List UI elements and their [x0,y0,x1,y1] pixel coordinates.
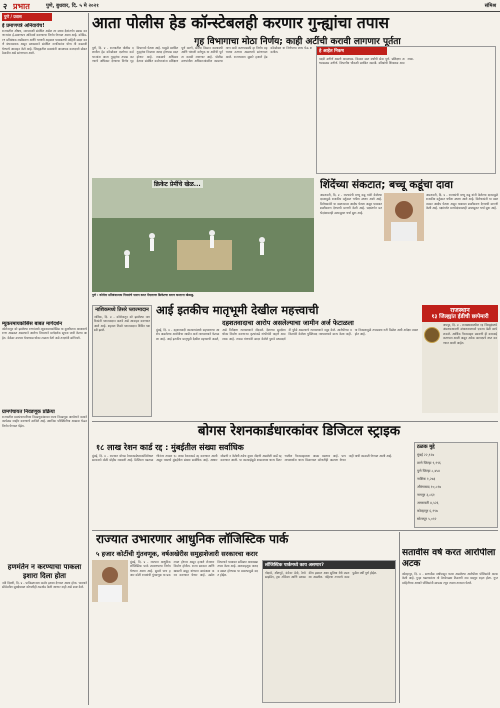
story-title: ग्रामपंचायत निवडणूक प्रक्रिया [2,409,55,415]
sidebar-title: नाशिकमध्ये तिसरे प्लाज्मादान [95,307,149,313]
bogus-subhead: १८ लाख रेशन कार्ड रद्द : मुंबईतील संख्या सर्वाधिक [96,443,244,452]
stat-item: मुंबई २२,९२७ [417,453,435,457]
bogus-stats-box [414,442,498,528]
logistics-body: मुंबई, दि. ४ - राज्यात आधुनिक लॉजिस्टिक पार्क उभारण्याचा निर्णय घेण्यात आला आहे. सुमारे पाच हजार कोटी रुपयांची गुंतवणूक या प्रकल्पात होणार असून हजारो रोजगार निर्माण होतील. राज्य सरकार आणि खासगी समूह यांच्यात सामंजस्य करार करण्यात येणार आहे. उद्योग विभागाने याबाबत सविस्तर आराखडा तयार केला आहे. मालवाहतूक जलद व स्वस्त होण्यास या प्रकल्पामुळे मदत होईल. [130,560,258,578]
logistics-box [262,560,396,703]
stat-item: सोलापूर ५,०१२ [417,517,437,521]
official-portrait [92,560,128,602]
section-rule [92,421,498,422]
column-divider [399,532,400,703]
language-subhead: दहशतवादाचा आरोप असलेल्याचा जामीन अर्ज फेटाळला [222,319,354,327]
arrest-headline: सतावीस वर्ष करत आरोपीला अटक [402,548,496,569]
logistics-photo [92,560,128,602]
logistics-box-title: लॉजिस्टिक पार्कमध्ये काय असणार? [263,561,395,569]
left-column [2,13,87,705]
story-title: ई प्रमाणपत्रे अनिवार्यच! [2,23,45,29]
shinde-portrait [384,193,424,241]
logistics-headline: राज्यात उभारणार आधुनिक लॉजिस्टिक पार्क [96,532,289,546]
rajasthan-title: १३ जिल्ह्यांत ईडीची छापेमारी [431,314,489,320]
lead-headline: आता पोलीस हेड कॉन्स्टेबलही करणार गुन्ह्यांचा तपास [92,14,390,32]
rajasthan-body: जयपूर, दि. ४ - राजस्थानमधील १३ जिल्ह्यांमध्ये अंमलबजावणी संचालनालयाने एकाच वेळी छापे टाकले. आर्थिक गैरव्यवहार प्रकरणी ही कारवाई करण्यात आली असून अनेक कागदपत्रे जप्त करण्यात आली आहेत. [443,323,497,345]
stats-list [415,451,497,523]
photo-caption: पुणे : कोरोना प्रतिबंधात्मक नियमांचे पालन करत मैदानावर क्रिकेटचा सराव करताना खेळाडू. [92,293,195,297]
column-divider [88,13,89,705]
section-name: संमिश्र [484,2,496,9]
inset-title: हे आहेत निकष [317,47,387,55]
cricket-photo [92,178,314,292]
shinde-body: अमरावती, दि. ४ - राज्यमंत्री बच्चू कडू यांनी केलेल्या दाव्यामुळे राजकीय वर्तुळात चर्चेला उधाण आले आहे. विरोधकांनी या वक्तव्यावर आक्षेप घेतला असून याबाबत स्पष्टीकरण देण्याची मागणी केली आहे. पक्षांतर्गत मतभेदांबाबतही उलटसुलट चर्चा सुरू आहे. [320,193,382,215]
story-body: कोरोनातून बरे झालेल्या रुग्णांमध्ये म्युकरमायकोसिस या बुरशीजन्य आजाराचे रुग्ण आढळत असल्याने आरोग्य विभागाने मार्गदर्शक सूचना जारी केल्या आहेत. वेळेवर उपचार घेतल्यास धोका टाळता येतो असे तज्ज्ञांनी सांगितले. [2,327,87,340]
ed-logo-icon [424,327,440,343]
section-rule [92,530,498,531]
bogus-body: मुंबई, दि. ४ - राज्यात बोगस रेशनकार्डधारकांविरोधात सरकारने मोठी मोहीम राबवली आहे. डिजिटल पडताळणीनंतर तब्बल १८ लाख रेशनकार्ड रद्द करण्यात आली असून यामध्ये मुंबईतील संख्या सर्वाधिक आहे. आधार जोडणी न केलेली तसेच दुबार नोंदणी असलेली कार्डे रद्द करण्यात आली. या कारवाईमुळे शासनाच्या धान्य वितरणातील गैरव्यवहाराला आळा बसणार आहे. पात्र लाभार्थ्यांना धान्य मिळण्यात कोणतीही अडचण येणार नाही याची काळजी घेण्यात आली आहे. [92,454,393,463]
story-body: राज्यातील ग्रामपंचायतींच्या निवडणुकांबाबत राज्य निवडणूक आयोगाने नव्याने कार्यक्रम जाहीर करण्याचे ठरविले आहे. स्थानिक परिस्थितीचा आढावा घेऊन निर्णय घेण्यात येईल. [2,415,87,428]
language-headline: आई इतकीच मातृभूमी देखील महत्त्वाची [156,303,319,317]
shinde-headline: शिंदेंच्या संकटात; बच्चू कडूंचा दावा [320,179,453,191]
nashik-sidebar [92,305,152,417]
stats-title: ठळक मुद्दे [417,444,435,450]
logistics-box-body: गोदामे, शीतगृहे, कंटेनर डेपो, रेल्वे साइडिंग, ट्रक टर्मिनल आणि प्रशासकीय इमारत अशा सुविधा येथे उपलब्ध असतील. पहिल्या टप्प्याचे काम पुढील वर्षी पूर्ण होईल. [265,571,378,580]
arrest-body: कोल्हापूर, दि. ४ - सत्तावीस वर्षांपासून फरार असलेल्या आरोपीला पोलिसांनी अटक केली आहे. गुन्हा घडल्यानंतर तो वेगवेगळ्या ठिकाणी नाव बदलून राहत होता. गुप्त माहितीच्या आधारे पोलिसांनी सापळा रचून त्याला ताब्यात घेतले. [402,572,498,585]
column-tag: पुणे / प्रवास [2,13,52,21]
cricket-photo-image [92,178,314,292]
language-body: मुंबई, दि. ४ - दहशतवादी कारवायांमध्ये सहभागाचा आरोप असलेल्या आरोपीचा जामीन अर्ज न्यायालयाने फेटाळला आहे. आई इतकीच मातृभूमी देखील महत्त्वाची असते, असे निरीक्षण न्यायालयाने नोंदवले. देशाच्या सुरक्षेला धोका निर्माण करणाऱ्या कृत्यांकडे गांभीर्याने पाहणे आवश्यक आहे. तपास यंत्रणांनी सादर केलेले पुरावे प्रथमदर्शनी पुरेसे असल्याचे न्यायालयाने नमूद केले. आरोपीच्या वकिलांनी केलेला युक्तिवाद न्यायालयाने मान्य केला नाही. या निकालामुळे तपासाला गती मिळेल अशी अपेक्षा व्यक्त होत आहे. [156,328,418,341]
rajasthan-kicker: राजस्थान [450,307,470,314]
stat-item: नाशिक १,२७३ [417,477,436,481]
story-body: राज्यातील औषध, व्यापाराशी संबंधित असेल तर सध्या देशांतर्गत प्रवास करणाऱ्यांना ई-प्रमाणपत्र अनिवार्य करण्याचा निर्णय घेण्यात आला आहे. कोविड-१९ प्रतिबंधक लसीकरण आणि चाचणी अहवाल याबाबतची माहिती सादर करणे बंधनकारक असून प्रशासनाने संबंधित नागरिकांना योग्य ती काळजी घेण्याचे आवाहन केले आहे. जिल्ह्यातील प्रवाशांनी आवश्यक कागदपत्रे सोबत ठेवावीत असे सांगण्यात आले. [2,29,87,56]
stat-item: ठाणे जिल्हा ९,१९६ [417,461,441,465]
page-number: २ [3,2,8,11]
stat-item: अमरावती ४,५२६ [417,501,439,505]
story-title: हणमंतेन न करण्याचा पाकला इशारा दिला होता [7,563,82,580]
stat-item: नागपूर ३,८६१ [417,493,435,497]
masthead [0,0,500,12]
photo-overlay-title: क्रिकेट प्रेमींचे खेळ... [154,181,201,188]
stat-item: पुणे जिल्हा ८,४५४ [417,469,440,473]
bogus-headline: बोगस रेशनकार्डधारकांवर डिजिटल स्ट्राइक [197,423,401,439]
stat-item: कोल्हापूर ६,१९७ [417,509,438,513]
rajasthan-box [422,305,498,413]
stat-item: औरंगाबाद १०,८१७ [417,485,441,489]
lead-inset [316,46,496,174]
sidebar-body: नाशिक, दि. ४ - कोरोनातून बरे झालेल्या नागरिकांनी प्लाज्मादान करावे असे आवाहन करण्यात आले आहे. शहरात तिसरे प्लाज्मादान शिबिर यशस्वी झाले. [94,315,150,333]
shinde-body-2: अमरावती, दि. ४ - राज्यमंत्री बच्चू कडू यांनी केलेल्या दाव्यामुळे राजकीय वर्तुळात चर्चेला उधाण आले आहे. विरोधकांनी या वक्तव्यावर आक्षेप घेतला असून याबाबत स्पष्टीकरण देण्याची मागणी केली आहे. पक्षांतर्गत मतभेदांबाबतही उलटसुलट चर्चा सुरू आहे. [426,193,498,211]
logo: प्रभात [13,2,30,11]
story-body: नवी दिल्ली, दि. ४ - पाकिस्तानला कठोर इशारा देण्यात आला होता. भारताने सीमेवरील सुरक्षेबाबत कोणतीही तडजोड केली जाणार नाही असे स्पष्ट केले. [2,581,87,590]
date-line: पुणे, बुधवार, दि. ५ मे २०२१ [46,2,99,9]
story-title: म्युकरमायकोसिस बाबत मार्गदर्शन [2,321,63,327]
rajasthan-header [422,305,498,322]
lead-body: पुणे, दि. ४ - राज्यातील पोलीस दलातील हेड कॉन्स्टेबल दर्जाच्या कर्मचाऱ्यांना आता गुन्ह्यांचा तपास करण्याचे अधिकार देण्याचा निर्णय गृह विभागाने घेतला आहे. यामुळे प्रलंबित गुन्ह्यांचा निपटारा जलद होण्यास मदत होणार आहे. तपासाचे अधिकार देताना संबंधित कर्मचाऱ्यांना प्रशिक्षण पूर्ण करणे, सेवेचा किमान कालावधी आणि चांगली वर्तणूक या अटींची पूर्तता करावी लागणार आहे. पोलीस ठाण्यांतील अधिकाऱ्यांवरील कामाचा ताण कमी करण्यासाठी हा निर्णय महत्त्वाचा ठरणार असल्याचे सांगण्यात आले. राज्यभरात सुमारे हजारो हेड कॉन्स्टेबल या निर्णयाचा लाभ घेऊ शकतील. [92,46,312,64]
portrait-image [384,193,424,241]
logistics-subhead: ५ हजार कोटींची गुंतवणूक, वर्षअखेरीस समुहाशेजारी सरकारचा करार [96,550,258,558]
lead-subhead: गृह विभागाचा मोठा निर्णय; काही अटींची करावी लागणार पूर्तता [194,37,401,47]
inset-body: पदवी उत्तीर्ण असणे आवश्यक. किमान सात वर्षांची सेवा पूर्ण. प्रशिक्षण अभ्यासक्रम उत्तीर्ण. विभागीय चौकशी प्रलंबित नसावी. वरिष्ठांची शिफारस आवश्यक. [319,57,414,66]
